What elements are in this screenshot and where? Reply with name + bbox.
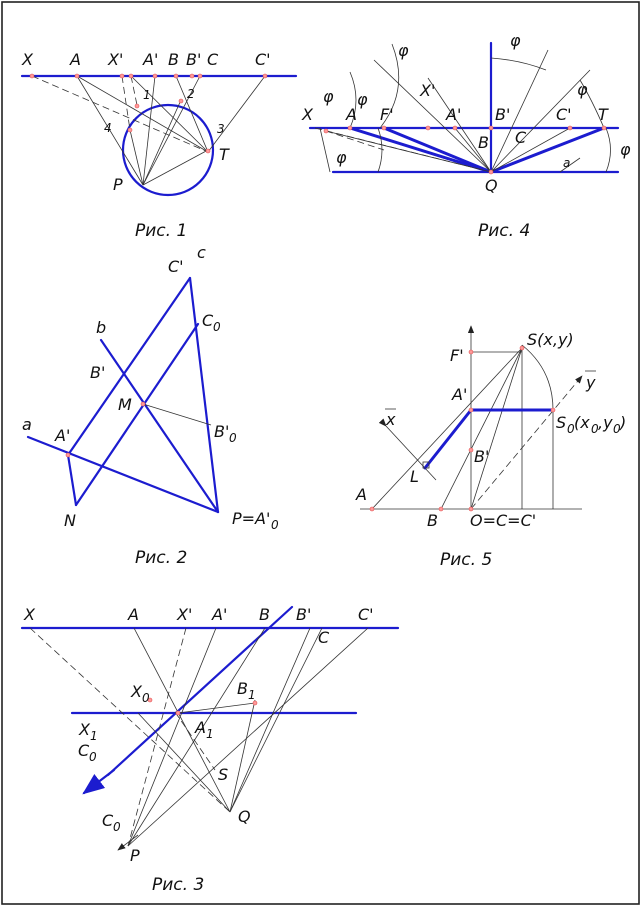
fig3-label-A1: A [195, 718, 206, 737]
fig4-label-Xp: X' [420, 81, 436, 100]
fig3-label-Q: Q [238, 807, 251, 826]
fig3-label-P: P [130, 846, 140, 865]
fig5-label-S0-suby: 0 [613, 422, 621, 436]
fig4-label-B: B [478, 133, 489, 152]
fig4-caption: Рис. 4 [478, 221, 531, 241]
fig1-label-T: T [219, 145, 229, 164]
fig5-label-Ap: A' [452, 385, 468, 404]
fig3-label-A1-sub: 1 [206, 727, 214, 741]
fig1-label-A: A [70, 50, 81, 69]
fig1-label-B: B [168, 50, 179, 69]
fig2-label-P-A0: P=A' [232, 509, 271, 528]
fig3-label-A: A [128, 605, 139, 624]
figure-2 [22, 243, 279, 568]
fig1-label-P: P [113, 175, 123, 194]
fig4-phi-3: φ [357, 90, 368, 109]
fig1-label-4: 4 [104, 121, 112, 135]
figure-1 [21, 50, 296, 241]
fig1-label-Bp: B' [186, 50, 202, 69]
fig2-label-a: a [22, 415, 32, 434]
fig2-label-N: N [64, 511, 76, 530]
figure-5 [355, 326, 626, 570]
fig3-label-X0: X [131, 682, 142, 701]
fig5-diagonal-segment [425, 410, 471, 468]
fig4-phi-4: φ [577, 80, 588, 99]
fig4-label-Fp: F' [380, 105, 394, 124]
fig2-label-b: b [96, 318, 107, 337]
fig2-label-B0: B' [214, 422, 230, 441]
fig3-label-X: X [24, 605, 35, 624]
fig5-label-S0-coords3: ) [620, 413, 627, 432]
fig5-label-S0-coords: (x [574, 413, 590, 432]
fig3-caption: Рис. 3 [152, 875, 205, 895]
fig4-label-a: a [563, 156, 571, 170]
fig1-label-Xp: X' [108, 50, 124, 69]
fig4-label-A: A [346, 105, 357, 124]
fig5-label-Bp: B' [474, 447, 490, 466]
fig1-circle [123, 105, 213, 195]
fig4-label-X: X [302, 105, 313, 124]
fig5-label-x: x [386, 410, 396, 429]
fig4-phi-top: φ [510, 31, 521, 50]
fig1-label-1: 1 [143, 88, 151, 102]
fig3-label-X0-sub: 0 [142, 691, 150, 705]
fig1-label-X: X [22, 50, 33, 69]
fig5-label-Fp: F' [450, 346, 464, 365]
fig1-label-Cp: C' [255, 50, 271, 69]
fig1-label-Ap: A' [143, 50, 159, 69]
fig4-phi-2: φ [323, 87, 334, 106]
fig4-phi-1: φ [398, 41, 409, 60]
fig4-label-Bp: B' [495, 105, 511, 124]
fig5-label-S0-subx: 0 [591, 422, 599, 436]
fig3-label-S: S [218, 765, 229, 784]
fig5-label-S0-sub: 0 [567, 422, 575, 436]
fig5-label-S0: S [556, 413, 567, 432]
fig3-label-B1-sub: 1 [248, 688, 256, 702]
fig3-label-C0a: C [78, 741, 90, 760]
figure-3 [22, 605, 398, 895]
fig4-label-C: C [515, 128, 527, 147]
fig3-label-C0b-sub: 0 [113, 820, 121, 834]
fig5-label-A: A [356, 485, 367, 504]
fig3-label-Cp: C' [358, 605, 374, 624]
fig4-label-Cp: C' [556, 105, 572, 124]
figure-4 [301, 31, 631, 241]
fig4-label-Ap: A' [446, 105, 462, 124]
fig3-label-Ap: A' [212, 605, 228, 624]
fig2-label-P-A0-sub: 0 [271, 518, 279, 532]
fig5-label-S: S(x,y) [527, 330, 574, 349]
fig5-label-origin: O=C=C' [470, 511, 537, 530]
fig2-label-Bp: B' [90, 363, 106, 382]
fig2-caption: Рис. 2 [135, 548, 188, 568]
fig1-label-3: 3 [217, 122, 225, 136]
fig3-label-X1-sub: 1 [90, 729, 98, 743]
fig3-label-C0b: C [102, 811, 114, 830]
fig2-line-cp [68, 278, 190, 455]
fig1-label-2: 2 [187, 87, 195, 101]
fig3-label-Xp: X' [177, 605, 193, 624]
fig2-label-Cp: C' [168, 257, 184, 276]
fig3-label-B: B [259, 605, 270, 624]
fig5-label-y: y [586, 373, 596, 392]
fig2-label-C0: C [202, 311, 214, 330]
fig4-label-Q: Q [485, 176, 498, 195]
fig3-label-Bp: B' [296, 605, 312, 624]
fig5-label-S0-coords2: ,y [598, 413, 613, 432]
fig3-label-B1: B [237, 679, 248, 698]
fig3-label-C0a-sub: 0 [89, 750, 97, 764]
fig2-label-B0-sub: 0 [229, 431, 237, 445]
fig5-label-B: B [427, 511, 438, 530]
fig1-caption: Рис. 1 [135, 221, 188, 241]
fig5-label-L: L [410, 467, 419, 486]
fig2-label-Ap: A' [55, 426, 71, 445]
sheet-frame [2, 2, 639, 904]
fig3-label-X1: X [79, 720, 90, 739]
fig4-phi-6: φ [620, 140, 631, 159]
fig4-label-T: T [598, 105, 608, 124]
fig2-label-C0-sub: 0 [213, 320, 221, 334]
fig1-label-C: C [207, 50, 219, 69]
fig2-label-M: M [118, 395, 132, 414]
fig3-label-C: C [318, 628, 330, 647]
fig5-caption: Рис. 5 [440, 550, 493, 570]
fig2-label-c: c [197, 243, 206, 262]
fig2-line-a [28, 437, 218, 512]
fig4-phi-5: φ [336, 148, 347, 167]
